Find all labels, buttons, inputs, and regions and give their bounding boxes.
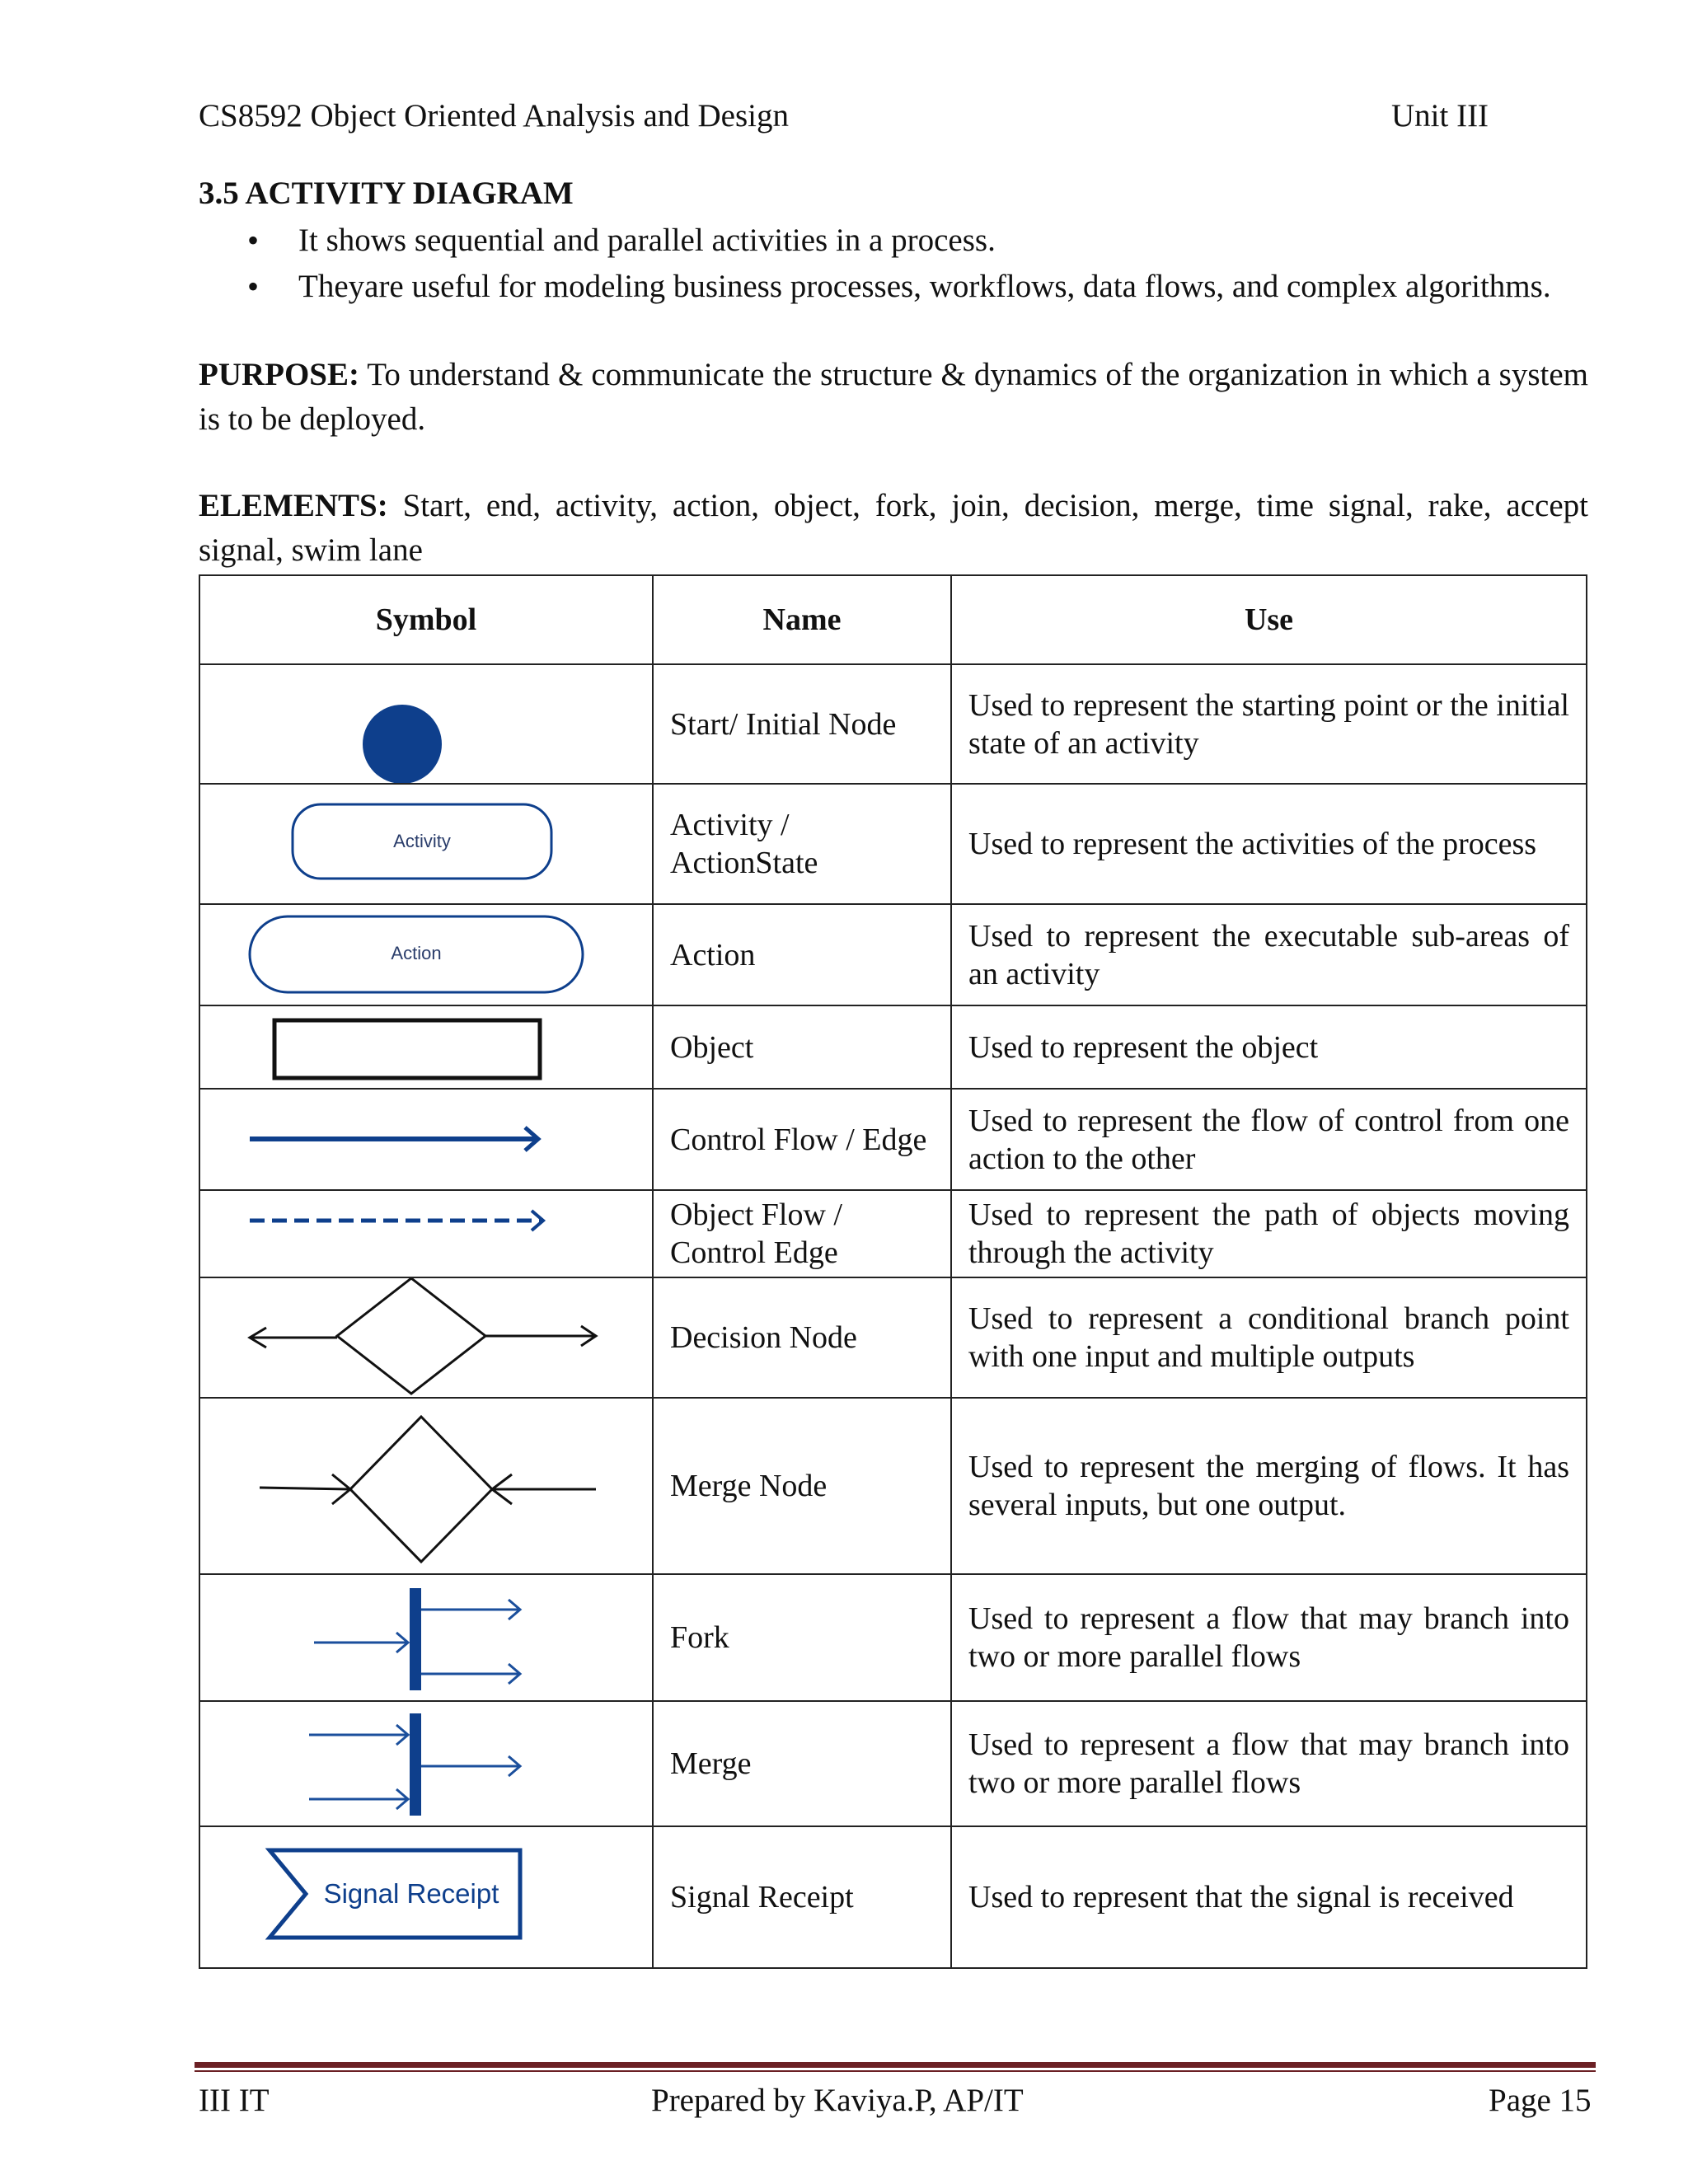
- bullet-list: [247, 218, 1599, 310]
- name-cell: Fork: [653, 1574, 951, 1701]
- signal-receipt-symbol-label: Signal Receipt: [323, 1878, 499, 1909]
- name-cell: Merge Node: [653, 1398, 951, 1574]
- table-row: [199, 1826, 1587, 1968]
- elements-paragraph: [199, 484, 1588, 573]
- footer-rule-thin: [195, 2070, 1596, 2072]
- rounded-rectangle-icon: [200, 785, 654, 903]
- name-cell: Activity / ActionState: [653, 784, 951, 904]
- footer-page-number: Page 15: [1489, 2083, 1592, 2118]
- bullet-item: • Theyare useful for modeling business processes, workflows, data flows, and complex algorithms.: [247, 264, 1599, 310]
- table-row: [199, 1005, 1587, 1089]
- column-header-name: Name: [653, 575, 951, 664]
- use-cell: Used to represent the path of objects moving through the activity: [951, 1190, 1587, 1277]
- dashed-arrow-icon: [200, 1191, 654, 1277]
- footer-rule-thick: [195, 2062, 1596, 2068]
- column-header-symbol: Symbol: [199, 575, 653, 664]
- solid-arrow-icon: [200, 1090, 654, 1189]
- table-row: [199, 1089, 1587, 1190]
- rectangle-icon: [200, 1006, 654, 1088]
- table-row: [199, 1398, 1587, 1574]
- elements-text: Start, end, activity, action, object, fork, join, decision, merge, time signal, rake, accept signal, swim lane: [199, 488, 1588, 568]
- signal-receipt-icon: [200, 1827, 654, 1967]
- symbol-cell: [199, 1190, 653, 1277]
- purpose-paragraph: [199, 353, 1588, 442]
- symbol-cell: [199, 904, 653, 1005]
- table-row: [199, 664, 1587, 784]
- symbol-cell: [199, 784, 653, 904]
- activity-symbol-label: Activity: [393, 831, 451, 851]
- table-row: [199, 1574, 1587, 1701]
- column-header-use: Use: [951, 575, 1587, 664]
- use-cell: Used to represent the flow of control from one action to the other: [951, 1089, 1587, 1190]
- name-cell: Control Flow / Edge: [653, 1089, 951, 1190]
- use-cell: Used to represent a conditional branch point with one input and multiple outputs: [951, 1277, 1587, 1398]
- use-cell: Used to represent the merging of flows. It has several inputs, but one output.: [951, 1398, 1587, 1574]
- filled-circle-icon: [200, 665, 654, 783]
- use-cell: Used to represent the object: [951, 1005, 1587, 1089]
- name-cell: Merge: [653, 1701, 951, 1826]
- use-cell: Used to represent the starting point or the initial state of an activity: [951, 664, 1587, 784]
- fork-bar-icon: [200, 1575, 654, 1700]
- name-cell: Signal Receipt: [653, 1826, 951, 1968]
- symbol-cell: [199, 1277, 653, 1398]
- table-row: [199, 1190, 1587, 1277]
- use-cell: Used to represent that the signal is received: [951, 1826, 1587, 1968]
- table-row: [199, 904, 1587, 1005]
- decision-diamond-icon: [200, 1278, 654, 1397]
- section-title: 3.5 ACTIVITY DIAGRAM: [199, 176, 574, 211]
- header-unit: Unit III: [1391, 98, 1489, 134]
- footer-author: Prepared by Kaviya.P, AP/IT: [651, 2083, 1024, 2118]
- name-cell: Object Flow / Control Edge: [653, 1190, 951, 1277]
- name-cell: Object: [653, 1005, 951, 1089]
- use-cell: Used to represent the executable sub-areas of an activity: [951, 904, 1587, 1005]
- merge-diamond-icon: [200, 1399, 654, 1573]
- symbol-cell: [199, 1089, 653, 1190]
- symbol-cell: [199, 1005, 653, 1089]
- join-bar-icon: [200, 1702, 654, 1825]
- pill-shape-icon: [200, 905, 654, 1005]
- symbol-cell: [199, 1826, 653, 1968]
- footer-class: III IT: [199, 2083, 270, 2118]
- use-cell: Used to represent a flow that may branch into two or more parallel flows: [951, 1701, 1587, 1826]
- bullet-item: • It shows sequential and parallel activities in a process.: [247, 218, 1599, 264]
- symbol-cell: [199, 1574, 653, 1701]
- header-course-title: CS8592 Object Oriented Analysis and Design: [199, 98, 789, 134]
- name-cell: Start/ Initial Node: [653, 664, 951, 784]
- table-header-row: [199, 575, 1587, 664]
- name-cell: Action: [653, 904, 951, 1005]
- elements-label: ELEMENTS:: [199, 488, 388, 523]
- action-symbol-label: Action: [391, 943, 442, 963]
- table-row: [199, 784, 1587, 904]
- purpose-label: PURPOSE:: [199, 357, 359, 392]
- table-row: [199, 1277, 1587, 1398]
- name-cell: Decision Node: [653, 1277, 951, 1398]
- table-row: [199, 1701, 1587, 1826]
- symbol-cell: [199, 1398, 653, 1574]
- symbol-cell: [199, 664, 653, 784]
- symbol-table: [199, 574, 1587, 1969]
- use-cell: Used to represent a flow that may branch into two or more parallel flows: [951, 1574, 1587, 1701]
- symbol-cell: [199, 1701, 653, 1826]
- purpose-text: To understand & communicate the structure & dynamics of the organization in which a system is to be deployed.: [199, 357, 1588, 437]
- use-cell: Used to represent the activities of the process: [951, 784, 1587, 904]
